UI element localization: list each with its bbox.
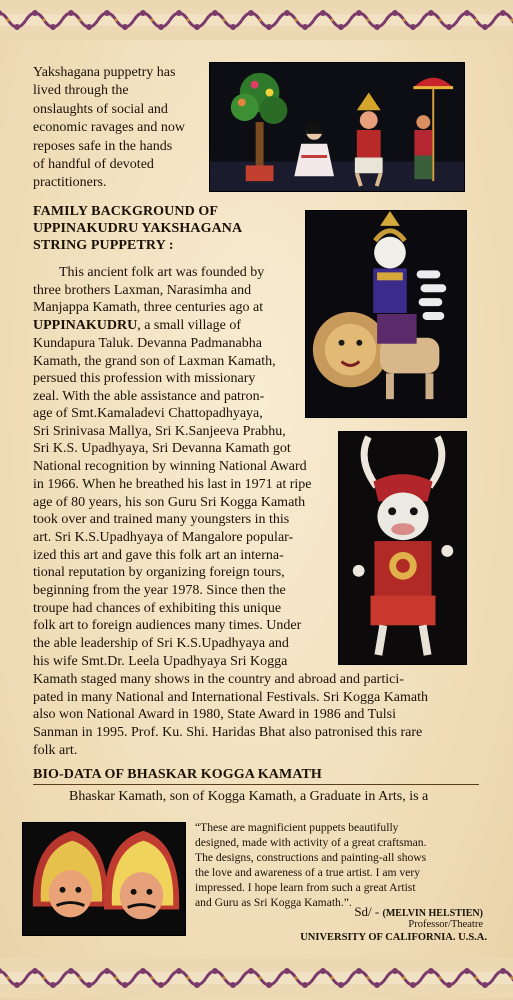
border-dot — [104, 10, 110, 16]
quote-line: The designs, constructions and painting-all shows — [195, 851, 427, 865]
border-dot — [338, 24, 344, 30]
border-dot — [176, 968, 182, 974]
border-dot — [122, 982, 128, 988]
border-accent-dot — [258, 18, 261, 21]
border-dot — [338, 982, 344, 988]
text-line — [33, 317, 305, 335]
border-accent-dot — [438, 976, 441, 979]
border-accent-dot — [294, 18, 297, 21]
border-accent-dot — [366, 18, 369, 21]
text-line: Kamath, the grand son of Laxman Kamath, — [33, 353, 276, 369]
border-dot — [500, 10, 506, 16]
border-dot — [194, 982, 200, 988]
border-dot — [464, 10, 470, 16]
heading-divider — [33, 784, 479, 785]
border-accent-dot — [402, 18, 405, 21]
text-line: beginning from the year 1978. Since then the — [33, 583, 286, 599]
border-accent-dot — [258, 976, 261, 979]
text-line: ized this art and gave this folk art an interna- — [33, 547, 284, 563]
border-accent-dot — [330, 976, 333, 979]
border-dot — [32, 968, 38, 974]
text-line: age of 80 years, his son Guru Sri Kogga Kamath — [33, 494, 306, 510]
border-accent-dot — [330, 18, 333, 21]
biodata-heading: BIO-DATA OF BHASKAR KOGGA KAMATH — [33, 767, 322, 782]
border-dot — [284, 968, 290, 974]
border-dot — [212, 968, 218, 974]
intro-paragraph — [33, 64, 213, 193]
border-dot — [446, 24, 452, 30]
border-accent-dot — [78, 976, 81, 979]
text-line: age of Smt.Kamaladevi Chattopadhyaya, — [33, 406, 263, 421]
border-dot — [302, 982, 308, 988]
text-line: also won National Award in 1980, State Award in 1986 and Tulsi — [33, 707, 396, 723]
border-accent-dot — [294, 976, 297, 979]
text-line: National recognition by winning National Award — [33, 459, 307, 475]
border-dot — [50, 24, 56, 30]
text-line: the able leadership of Sri K.S.Upadhyaya and — [33, 636, 289, 652]
intro-line: lived through the — [33, 83, 129, 99]
border-dot — [356, 968, 362, 974]
text-line: three brothers Laxman, Narasimha and — [33, 282, 252, 298]
border-dot — [446, 982, 452, 988]
family-paragraph-part2 — [33, 405, 338, 671]
border-accent-dot — [114, 18, 117, 21]
text-line: art. Sri K.S.Upadhyaya of Mangalore popular- — [33, 529, 294, 545]
text-line: zeal. With the able assistance and patron- — [33, 388, 265, 404]
heading-line: FAMILY BACKGROUND OF — [33, 204, 219, 219]
intro-line: economic ravages and now — [33, 120, 185, 136]
border-accent-dot — [402, 976, 405, 979]
biodata-intro: Bhaskar Kamath, son of Kogga Kamath, a Graduate in Arts, is a — [69, 789, 429, 804]
border-dot — [464, 968, 470, 974]
border-dot — [68, 968, 74, 974]
text-line: tional reputation by organizing foreign tours, — [33, 565, 285, 581]
signatory-organization: UNIVERSITY OF CALIFORNIA. U.S.A. — [300, 932, 487, 943]
border-dot — [482, 982, 488, 988]
border-dot — [284, 10, 290, 16]
border-accent-dot — [150, 18, 153, 21]
bull-demon-puppet-photo — [338, 431, 467, 665]
border-dot — [392, 10, 398, 16]
text-fragment: , a small village of — [137, 318, 242, 334]
border-dot — [356, 10, 362, 16]
border-accent-dot — [222, 976, 225, 979]
text-line: Sri Srinivasa Mallya, Sri K.Sanjeeva Prabhu, — [33, 423, 286, 439]
border-accent-dot — [366, 976, 369, 979]
intro-line: onslaughts of social and — [33, 101, 168, 117]
bottom-ornamental-border — [0, 958, 513, 998]
border-accent-dot — [186, 976, 189, 979]
intro-line: practitioners. — [33, 175, 107, 191]
text-line: Kundapura Taluk. Devanna Padmanabha — [33, 335, 262, 351]
border-dot — [266, 24, 272, 30]
two-masks-photo — [22, 822, 186, 936]
text-line: in 1966. When he breathed his last in 1971 at ripe — [33, 476, 312, 492]
text-line: troupe had chances of exhibiting this unique — [33, 600, 282, 616]
border-dot — [86, 24, 92, 30]
border-dot — [14, 982, 20, 988]
border-dot — [104, 968, 110, 974]
border-dot — [50, 982, 56, 988]
border-dot — [500, 968, 506, 974]
text-line: persued this profession with missionary — [33, 371, 256, 387]
top-ornamental-border — [0, 0, 513, 40]
border-dot — [320, 10, 326, 16]
text-line: This ancient folk art was founded by — [59, 265, 265, 280]
text-line: Sri K.S. Upadhyaya, Sri Devanna Kamath got — [33, 441, 291, 457]
border-dot — [32, 10, 38, 16]
heading-line: STRING PUPPETRY : — [33, 238, 174, 253]
border-accent-dot — [150, 976, 153, 979]
border-accent-dot — [222, 18, 225, 21]
border-dot — [302, 24, 308, 30]
text-line: pated in many National and International Festivals. Sri Kogga Kamath — [33, 689, 429, 705]
goddess-on-lion-photo — [305, 210, 467, 418]
border-accent-dot — [6, 976, 9, 979]
family-paragraph-part3 — [33, 671, 493, 760]
testimonial-quote — [195, 820, 485, 911]
quote-line: designed, made with activity of a great craftsman. — [195, 836, 427, 850]
text-line: his wife Smt.Dr. Leela Upadhyaya Sri Kogga — [33, 653, 288, 669]
border-accent-dot — [114, 976, 117, 979]
family-background-heading — [33, 203, 303, 254]
border-dot — [230, 24, 236, 30]
border-dot — [158, 982, 164, 988]
border-accent-dot — [474, 18, 477, 21]
border-dot — [392, 968, 398, 974]
border-dot — [266, 982, 272, 988]
intro-line: Yakshagana puppetry has — [33, 65, 176, 80]
border-dot — [68, 10, 74, 16]
intro-line: of handful of devoted — [33, 157, 154, 173]
border-dot — [374, 982, 380, 988]
text-line: took over and trained many youngsters in this — [33, 512, 290, 528]
border-dot — [230, 982, 236, 988]
border-dot — [374, 24, 380, 30]
intro-line: reposes safe in the hands — [33, 138, 173, 154]
border-dot — [428, 968, 434, 974]
border-dot — [140, 968, 146, 974]
signature-mark: Sd/ - — [354, 904, 383, 919]
border-dot — [14, 24, 20, 30]
border-accent-dot — [474, 976, 477, 979]
text-line: Sanman in 1995. Prof. Ku. Shi. Haridas Bhat also patronised this rare — [33, 725, 423, 741]
border-dot — [176, 10, 182, 16]
signatory-name: (MELVIN HELSTIEN) — [382, 908, 483, 919]
border-dot — [86, 982, 92, 988]
puppet-group-photo — [209, 62, 465, 192]
quote-line: “These are magnificient puppets beautifully — [195, 821, 399, 834]
border-dot — [410, 982, 416, 988]
border-dot — [122, 24, 128, 30]
signatory-title: Professor/Theatre — [408, 919, 483, 930]
family-paragraph-part1 — [33, 264, 305, 406]
border-accent-dot — [186, 18, 189, 21]
border-dot — [320, 968, 326, 974]
border-accent-dot — [78, 18, 81, 21]
border-accent-dot — [42, 18, 45, 21]
heading-line: UPPINAKUDRU YAKSHAGANA — [33, 221, 243, 236]
border-accent-dot — [6, 18, 9, 21]
border-dot — [248, 968, 254, 974]
text-line: Manjappa Kamath, three centuries ago at — [33, 300, 264, 316]
quote-line: impressed. I hope learn from such a great Artist — [195, 881, 416, 895]
border-dot — [410, 24, 416, 30]
border-accent-dot — [42, 976, 45, 979]
border-dot — [482, 24, 488, 30]
border-dot — [428, 10, 434, 16]
border-dot — [158, 24, 164, 30]
text-line: folk art to foreign audiences many times. Under — [33, 618, 302, 634]
border-dot — [248, 10, 254, 16]
border-dot — [140, 10, 146, 16]
text-line: folk art. — [33, 742, 78, 758]
border-accent-dot — [438, 18, 441, 21]
village-name: UPPINAKUDRU — [33, 318, 138, 334]
quote-line: the love and awareness of a true artist. I am very — [195, 866, 421, 880]
text-line: Kamath staged many shows in the country and abroad and partici- — [33, 672, 404, 687]
border-dot — [212, 10, 218, 16]
quote-line: and Guru as Sri Kogga Kamath.”. — [195, 896, 352, 910]
border-dot — [194, 24, 200, 30]
